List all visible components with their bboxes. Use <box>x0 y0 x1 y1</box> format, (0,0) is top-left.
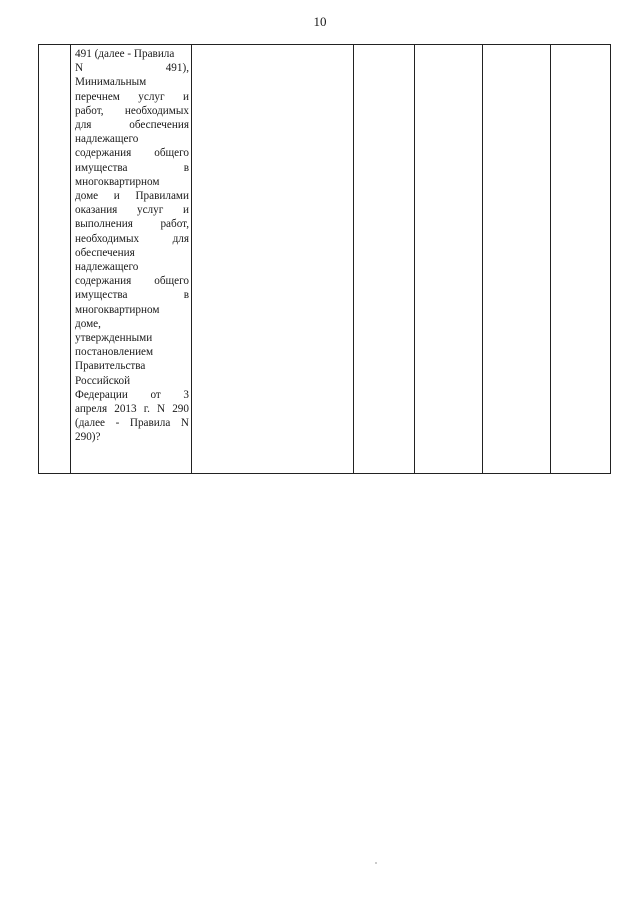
requirements-table <box>38 44 611 474</box>
question-line: для обеспечения <box>75 119 189 132</box>
question-line: имущества в <box>75 161 189 174</box>
question-line: апреля 2013 г. N 290 <box>75 403 189 416</box>
question-line: перечнем услуг и <box>75 90 189 103</box>
question-line: 491 (далее - Правила <box>75 48 175 60</box>
empty-cell <box>354 45 415 474</box>
question-line: содержания общего <box>75 147 189 160</box>
empty-cell <box>192 45 354 474</box>
question-line: оказания услуг и <box>75 204 189 217</box>
question-line: 290)? <box>75 431 101 444</box>
question-line: многоквартирном <box>75 175 160 188</box>
question-line: доме и Правилами <box>75 190 189 203</box>
question-line: работ, необходимых <box>75 104 189 117</box>
question-cell <box>71 45 192 474</box>
question-line: содержания общего <box>75 275 189 288</box>
empty-cell <box>551 45 611 474</box>
question-line: многоквартирном <box>75 303 160 316</box>
question-line: постановлением <box>75 346 154 359</box>
question-line: доме, <box>75 317 101 330</box>
question-line: выполнения работ, <box>75 218 189 231</box>
question-line: (далее - Правила N <box>75 417 189 430</box>
question-line: надлежащего <box>75 261 139 274</box>
empty-cell <box>415 45 483 474</box>
page-number: 10 <box>313 14 327 29</box>
question-line: необходимых для <box>75 232 189 245</box>
question-line: N 491), <box>75 62 189 75</box>
question-line: Минимальным <box>75 76 147 89</box>
question-line: Правительства <box>75 360 146 373</box>
question-line: Федерации от 3 <box>75 388 189 401</box>
question-line: утвержденными <box>75 332 153 345</box>
scan-artifact <box>375 862 377 864</box>
question-line: Российской <box>75 374 131 387</box>
number-cell <box>39 45 71 474</box>
empty-cell <box>483 45 551 474</box>
question-line: имущества в <box>75 289 189 302</box>
question-line: надлежащего <box>75 133 139 146</box>
question-line: обеспечения <box>75 246 135 259</box>
table-row <box>39 45 611 474</box>
